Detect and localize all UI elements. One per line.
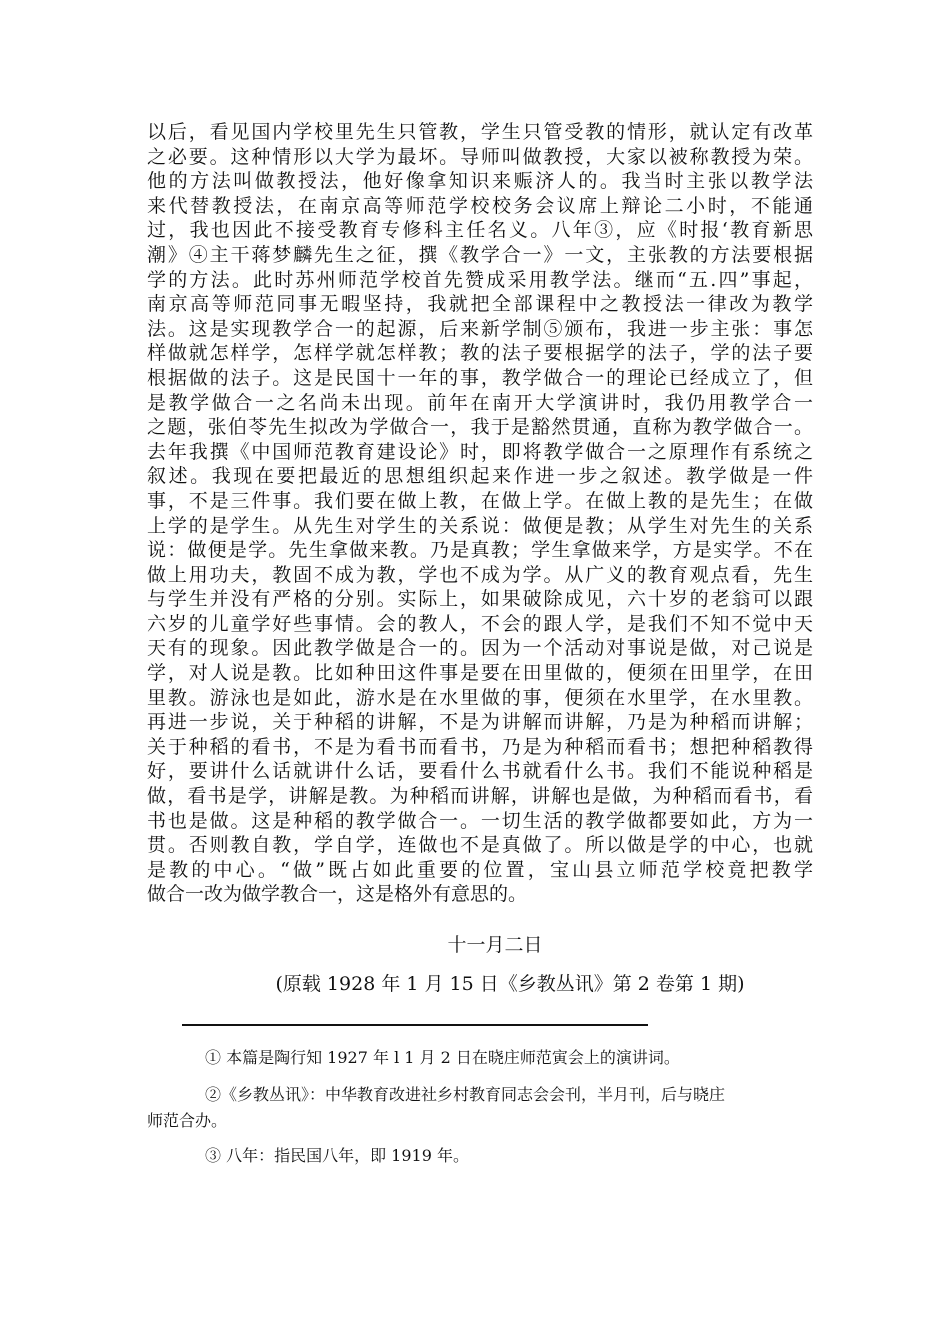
paragraph-line: 学，对人说是教。比如种田这件事是要在田里做的，便须在田里学，在田 xyxy=(147,662,813,685)
main-paragraph xyxy=(147,120,813,907)
footnote-1: ① 本篇是陶行知 1927 年 l 1 月 2 日在晓庄师范寅会上的演讲词。 xyxy=(205,1048,680,1067)
paragraph-line: 好，要讲什么话就讲什么话，要看什么书就看什么书。我们不能说种稻是 xyxy=(147,760,813,783)
paragraph-line: 上学的是学生。从先生对学生的关系说：做便是教；从学生对先生的关系 xyxy=(147,514,813,537)
paragraph-line: 潮》④主干蒋梦麟先生之征，撰《教学合一》一文，主张教的方法要根据 xyxy=(147,243,813,266)
paragraph-line: 之必要。这种情形以大学为最坏。导师叫做教授，大家以被称教授为荣。 xyxy=(147,145,813,168)
paragraph-line: 之题，张伯苓先生拟改为学做合一，我于是豁然贯通，直称为教学做合一。 xyxy=(147,416,813,439)
footnote-3: ③ 八年：指民国八年，即 1919 年。 xyxy=(205,1146,469,1165)
paragraph-line: 叙述。我现在要把最近的思想组织起来作进一步之叙述。教学做是一件 xyxy=(147,465,813,488)
paragraph-line: 来代替教授法，在南京高等师范学校校务会议席上辩论二小时，不能通 xyxy=(147,194,813,217)
paragraph-line: 南京高等师范同事无暇坚持，我就把全部课程中之教授法一律改为教学 xyxy=(147,293,813,316)
paragraph-line: 他的方法叫做教授法，他好像拿知识来赈济人的。我当时主张以教学法 xyxy=(147,170,813,193)
paragraph-line: 再进一步说，关于种稻的讲解，不是为讲解而讲解，乃是为种稻而讲解； xyxy=(147,711,813,734)
footnote-2: ②《乡教丛讯》：中华教育改进社乡村教育同志会会刊，半月刊，后与晓庄 xyxy=(205,1085,726,1104)
paragraph-line: 事，不是三件事。我们要在做上教，在做上学。在做上教的是先生；在做 xyxy=(147,489,813,512)
paragraph-line: 学的方法。此时苏州师范学校首先赞成采用教学法。继而“五.四”事起， xyxy=(147,268,813,291)
paragraph-line: 天有的现象。因此教学做是合一的。因为一个活动对事说是做，对己说是 xyxy=(147,637,813,660)
footnote-2-continuation: 师范合办。 xyxy=(147,1111,228,1130)
paragraph-line: 做上用功夫，教固不成为教，学也不成为学。从广义的教育观点看，先生 xyxy=(147,563,813,586)
paragraph-line: 法。这是实现教学合一的起源，后来新学制⑤颁布，我进一步主张：事怎 xyxy=(147,317,813,340)
paragraph-line: 书也是做。这是种稻的教学做合一。一切生活的教学做都要如此，方为一 xyxy=(147,809,813,832)
paragraph-line: 根据做的法子。这是民国十一年的事，教学做合一的理论已经成立了，但 xyxy=(147,366,813,389)
paragraph-line: 贯。否则教自教，学自学，连做也不是真做了。所以做是学的中心，也就 xyxy=(147,834,813,857)
paragraph-line: 关于种稻的看书，不是为看书而看书，乃是为种稻而看书；想把种稻教得 xyxy=(147,735,813,758)
footnote-divider xyxy=(182,1024,648,1026)
paragraph-line: 六岁的儿童学好些事情。会的教人，不会的跟人学，是我们不知不觉中天 xyxy=(147,612,813,635)
paragraph-line: 过，我也因此不接受教育专修科主任名义。八年③，应《时报‘教育新思 xyxy=(147,219,813,242)
paragraph-line: 做，看书是学，讲解是教。为种稻而讲解，讲解也是做，为种稻而看书，看 xyxy=(147,785,813,808)
paragraph-line-last: 做合一改为做学教合一，这是格外有意思的。 xyxy=(147,883,528,906)
paragraph-line: 以后，看见国内学校里先生只管教，学生只管受教的情形，就认定有改革 xyxy=(147,121,813,143)
date-line: 十一月二日 xyxy=(447,934,543,956)
paragraph-line: 里教。游泳也是如此，游水是在水里做的事，便须在水里学，在水里教。 xyxy=(147,686,813,709)
paragraph-line: 说：做便是学。先生拿做来教。乃是真教；学生拿做来学，方是实学。不在 xyxy=(147,539,813,562)
paragraph-line: 去年我撰《中国师范教育建设论》时，即将教学做合一之原理作有系统之 xyxy=(147,440,813,463)
paragraph-line: 是教的中心。“做”既占如此重要的位置，宝山县立师范学校竟把教学 xyxy=(147,858,813,881)
paragraph-line: 是教学做合一之名尚未出现。前年在南开大学演讲时，我仍用教学合一 xyxy=(147,391,813,414)
source-citation: (原载 1928 年 1 月 15 日《乡教丛讯》第 2 卷第 1 期) xyxy=(275,973,745,995)
paragraph-line: 样做就怎样学，怎样学就怎样教；教的法子要根据学的法子，学的法子要 xyxy=(147,342,813,365)
paragraph-line: 与学生并没有严格的分别。实际上，如果破除成见，六十岁的老翁可以跟 xyxy=(147,588,813,611)
